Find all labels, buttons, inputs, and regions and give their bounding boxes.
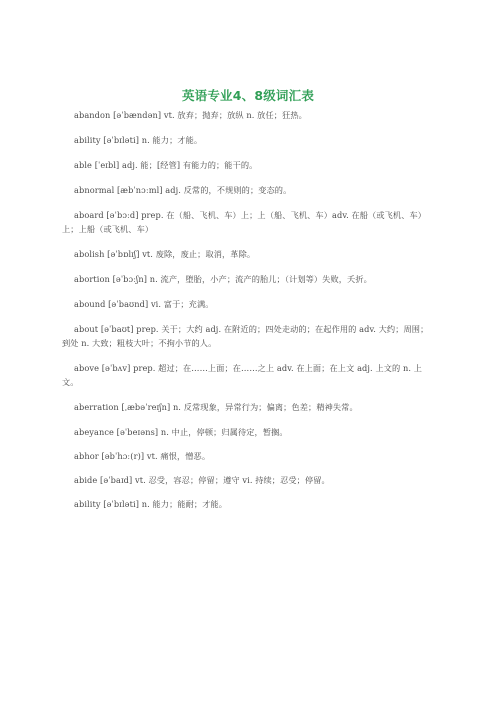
vocabulary-entry: abandon [əˈbændən] vt. 放弃；抛弃；放纵 n. 放任；狂热。 — [74, 110, 307, 120]
vocabulary-entry: abortion [əˈbɔːʃn] n. 流产，堕胎，小产；流产的胎儿；（计划等）失败，夭折。 — [74, 274, 372, 284]
vocabulary-entry: abound [əˈbaʊnd] vi. 富于；充满。 — [74, 299, 214, 309]
document-title: 英语专业4、8级词汇表 — [181, 88, 315, 103]
vocabulary-entry: able [ˈeɪbl] adj. 能；[经管] 有能力的；能干的。 — [74, 160, 258, 170]
vocabulary-entry: about [əˈbaʊt] prep. 关于；大约 adj. 在附近的；四处走动的；在起作用的 adv. 大约；周围；到处 n. 大致；粗枝大叶；不拘小节的人。 — [62, 324, 429, 348]
vocabulary-entry: abide [əˈbaɪd] vt. 忍受，容忍；停留；遵守 vi. 持续；忍受；停留。 — [74, 475, 330, 485]
vocabulary-entry: aberration [ˌæbəˈreɪʃn] n. 反常现象，异常行为；偏离；色差；精神失常。 — [74, 402, 358, 412]
vocabulary-entry: abeyance [əˈbeɪəns] n. 中止，停顿；归属待定，暂搁。 — [74, 427, 288, 437]
vocabulary-entry: aboard [əˈbɔːd] prep. 在（船、飞机、车）上；上（船、飞机、车）adv. 在船（或飞机、车）上；上船（或飞机、车） — [62, 210, 427, 234]
vocabulary-entry: ability [əˈbɪləti] n. 能力；才能。 — [74, 135, 203, 145]
vocabulary-list — [62, 108, 434, 521]
vocabulary-entry: abhor [əbˈhɔː(r)] vt. 痛恨，憎恶。 — [74, 451, 211, 461]
vocabulary-entry: abnormal [æbˈnɔːml] adj. 反常的，不规则的；变态的。 — [74, 185, 292, 195]
vocabulary-entry: abolish [əˈbɒlɪʃ] vt. 废除，废止；取消，革除。 — [74, 249, 256, 259]
vocabulary-entry: above [əˈbʌv] prep. 超过；在……上面；在……之上 adv. 在上面；在上文 adj. 上文的 n. 上文。 — [62, 363, 423, 387]
vocabulary-entry: ability [əˈbɪləti] n. 能力；能耐；才能。 — [74, 499, 228, 509]
